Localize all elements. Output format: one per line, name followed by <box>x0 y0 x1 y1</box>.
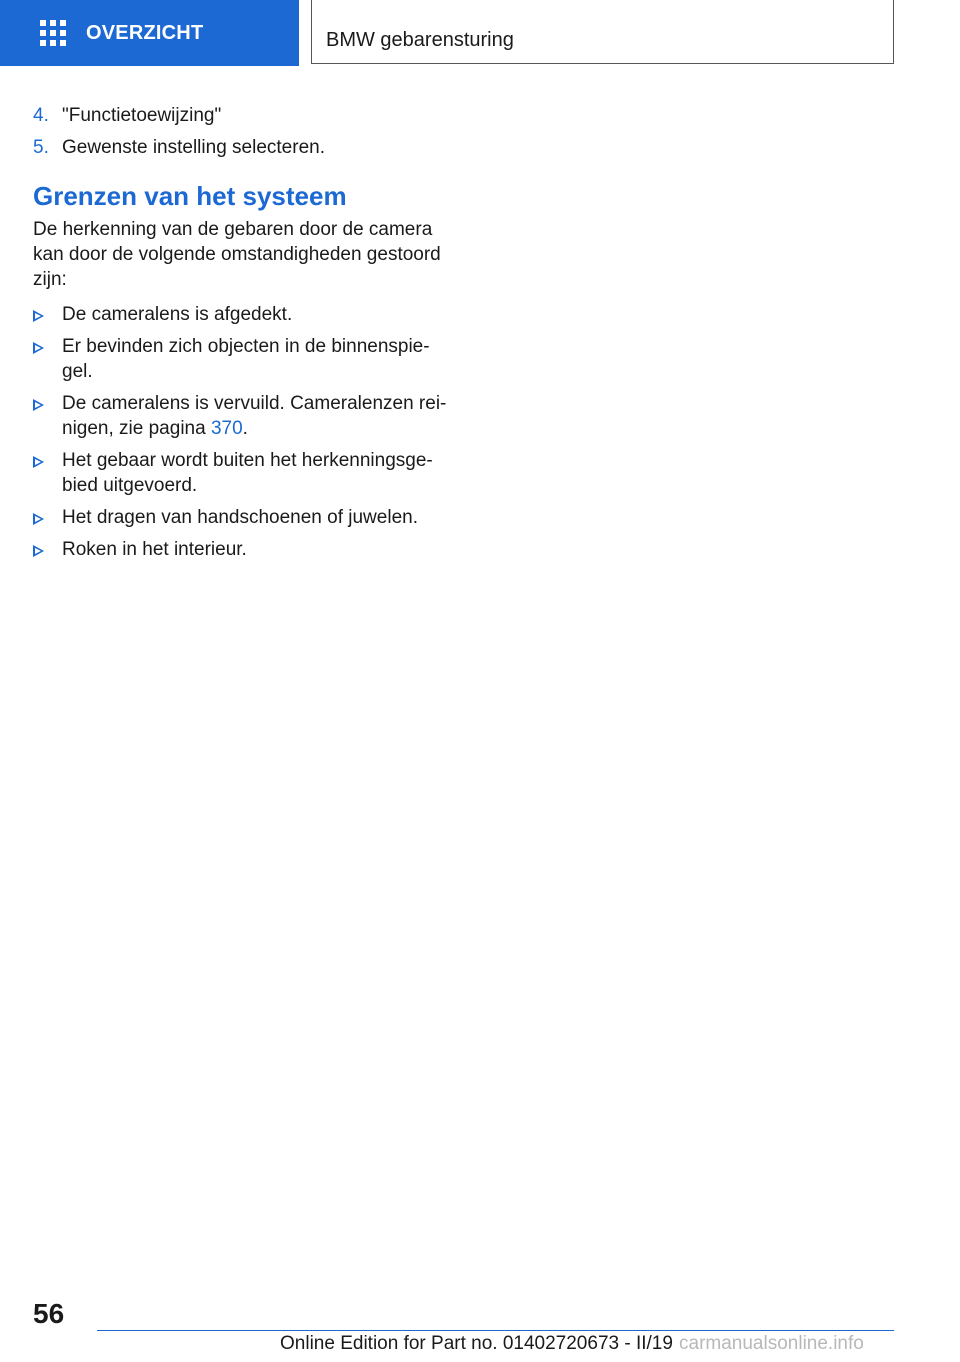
overview-nav-label: OVERZICHT <box>86 21 204 44</box>
overview-nav-button[interactable] <box>0 0 299 66</box>
bullet-text: De cameralens is vervuild. Cameralenzen rei-nigen, zie pagina <box>62 393 447 439</box>
header-bar <box>0 0 960 66</box>
triangle-bullet-icon <box>33 399 44 411</box>
bullet-text: Het gebaar wordt buiten het herkenningsge-bied uitgevoerd. <box>62 450 433 496</box>
step-text: Gewenste instelling selecteren. <box>62 137 325 158</box>
triangle-bullet-icon <box>33 513 44 525</box>
edition-note: Online Edition for Part no. 01402720673 - II/19 <box>280 1333 673 1354</box>
bullet-item <box>33 505 453 530</box>
chapter-title-box <box>311 0 894 64</box>
bullet-item <box>33 334 453 384</box>
grid-icon <box>40 20 66 46</box>
bullet-list <box>33 302 453 562</box>
triangle-bullet-icon <box>33 545 44 557</box>
bullet-text: De cameralens is afgedekt. <box>62 304 293 325</box>
bullet-item <box>33 391 453 441</box>
step-item <box>33 135 453 161</box>
bullet-text: Er bevinden zich objecten in de binnenspie-gel. <box>62 336 430 382</box>
step-text: "Functietoewijzing" <box>62 105 222 126</box>
bullet-item <box>33 448 453 498</box>
section-heading: Grenzen van het systeem <box>33 181 347 211</box>
page-number: 56 <box>33 1298 65 1329</box>
step-number: 5. <box>33 137 49 158</box>
bullet-item <box>33 537 453 562</box>
step-item <box>33 103 453 129</box>
footer-divider <box>97 1330 894 1331</box>
watermark-text: carmanualsonline.info <box>679 1333 864 1354</box>
triangle-bullet-icon <box>33 342 44 354</box>
bullet-text: Roken in het interieur. <box>62 539 247 560</box>
step-number: 4. <box>33 105 49 126</box>
triangle-bullet-icon <box>33 456 44 468</box>
chapter-title: BMW gebarensturing <box>326 29 514 51</box>
main-content <box>33 103 453 569</box>
bullet-text-end: . <box>242 418 248 439</box>
bullet-text: Het dragen van handschoenen of juwelen. <box>62 507 418 528</box>
section-intro: De herkenning van de gebaren door de camera kan door de volgende omstandigheden gestoord zijn: <box>33 219 441 290</box>
page-reference-link[interactable]: 370 <box>210 418 243 439</box>
bullet-item <box>33 302 453 327</box>
triangle-bullet-icon <box>33 310 44 322</box>
